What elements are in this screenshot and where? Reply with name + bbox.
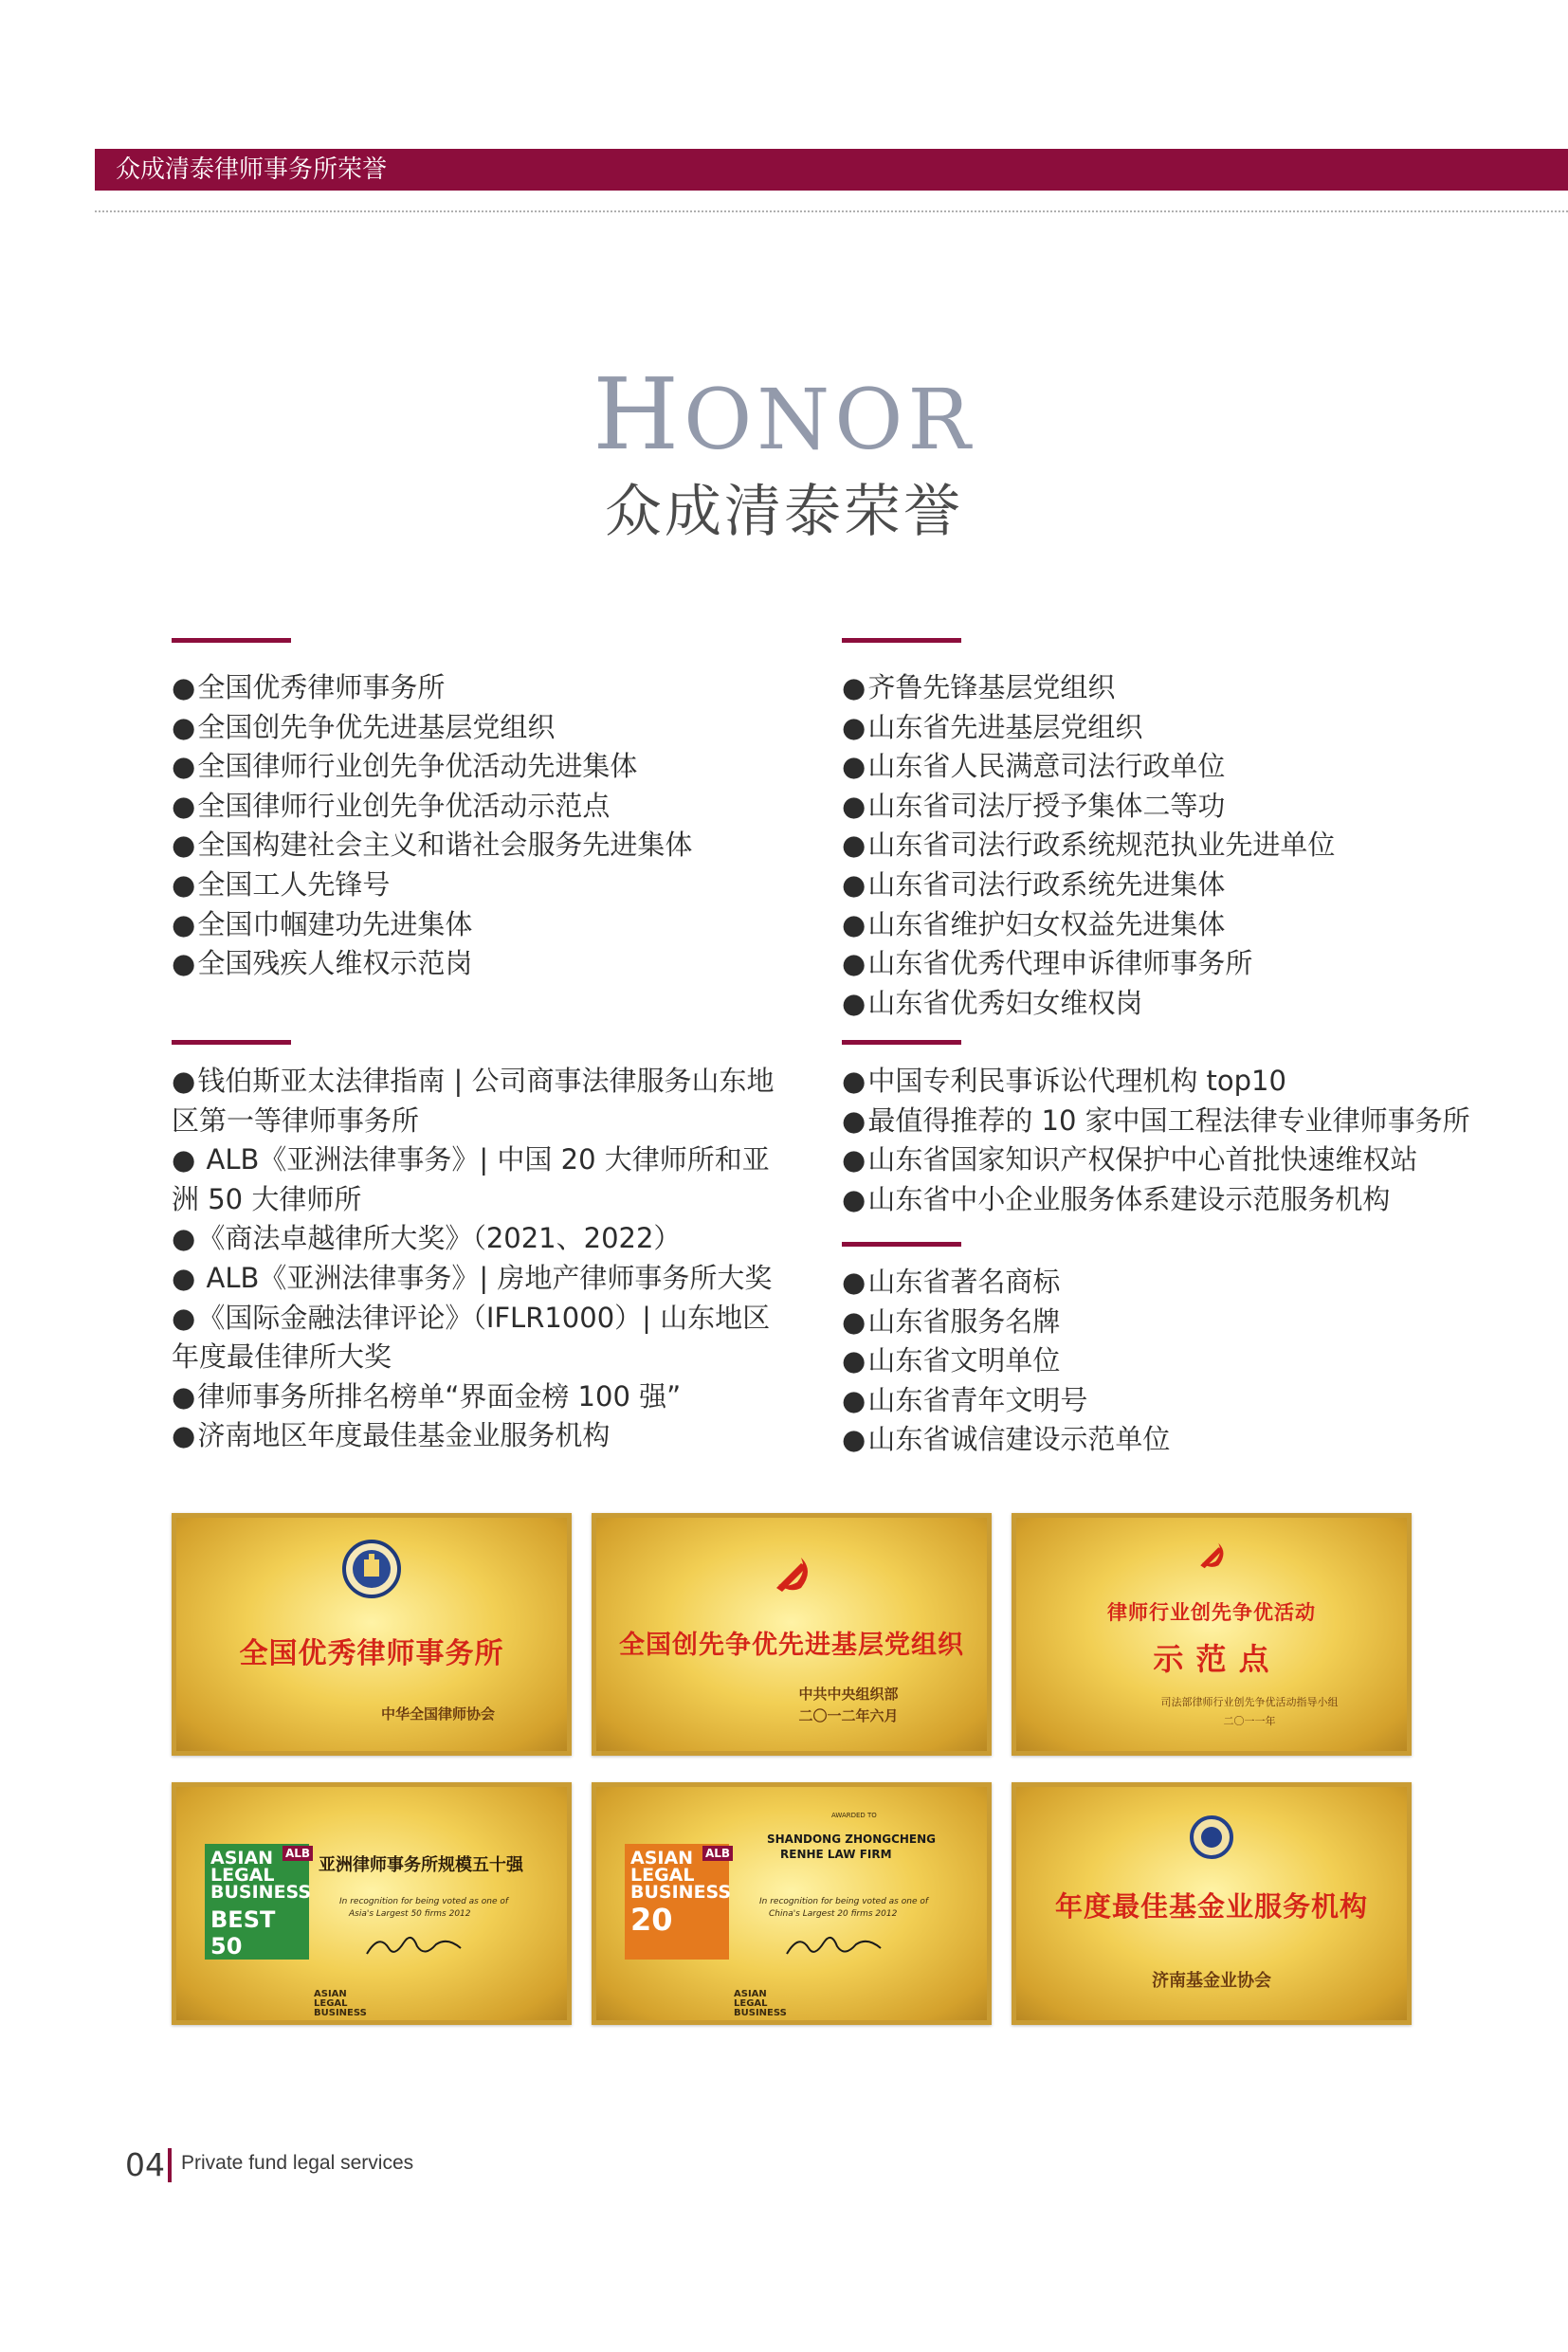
plaque-recognition: In recognition for being voted as one of [759,1897,929,1906]
alb-brand-line: LEGAL [630,1865,695,1886]
plaque-gallery [172,1513,1412,2025]
list-item: ● 全国工人先锋号 [172,866,797,905]
alb-footer-line: LEGAL [314,1998,348,2009]
header-title: 众成清泰律师事务所荣誉 [116,155,388,184]
list-item: ● 山东省诚信建设示范单位 [842,1420,1486,1460]
plaque-title-main: 示 范 点 [1153,1641,1270,1677]
signature-icon [782,1929,886,1961]
list-item: ● 山东省著名商标 [842,1263,1486,1303]
list-item: ● 全国残疾人维权示范岗 [172,944,797,984]
list-item: ● 全国巾帼建功先进集体 [172,905,797,945]
alb-rank: 20 [630,1902,673,1938]
plaque-recognition-detail: China's Largest 20 firms 2012 [769,1909,898,1919]
alb-badge: ALB [283,1846,313,1861]
list-item: ● 山东省服务名牌 [842,1303,1486,1342]
plaque-title: 亚洲律师事务所规模五十强 [319,1855,523,1875]
alb-brand-line: LEGAL [210,1865,275,1886]
plaque-title: 全国优秀律师事务所 [239,1637,504,1670]
list-item: ● 山东省青年文明号 [842,1381,1486,1421]
party-emblem-icon [763,1546,820,1603]
list-item: ● 全国构建社会主义和谐社会服务先进集体 [172,826,797,866]
plaque-title: 年度最佳基金业服务机构 [1054,1890,1368,1923]
header-bar [95,149,1568,191]
list-item: ● 山东省司法行政系统规范执业先进单位 [842,826,1486,866]
list-item: ● 《国际金融法律评论》（IFLR1000）| 山东地区年度最佳律所大奖 [172,1299,783,1377]
plaque-title-top: 律师行业创先争优活动 [1107,1601,1316,1624]
plaque-issuer: 济南基金业协会 [1152,1971,1271,1991]
plaque-party-organization [592,1513,992,1756]
alb-brand-line: ASIAN [630,1848,694,1869]
lawyers-association-emblem-icon [341,1539,402,1599]
accent-line-provincial [842,638,961,643]
list-item: ● 齐鲁先锋基层党组织 [842,668,1486,708]
list-item: ● 山东省司法厅授予集体二等功 [842,787,1486,827]
list-item: ● ALB《亚洲法律事务》| 中国 20 大律师所和亚洲 50 大律师所 [172,1140,783,1219]
plaque-firm-name: SHANDONG ZHONGCHENG [767,1832,937,1846]
list-item: ● 中国专利民事诉讼代理机构 top10 [842,1062,1524,1102]
party-emblem-icon [1191,1535,1232,1577]
signature-icon [362,1929,466,1961]
plaque-alb-best-50 [172,1782,572,2025]
plaque-alb-china-20 [592,1782,992,2025]
list-item: ● 山东省先进基层党组织 [842,708,1486,748]
alb-logo-block [205,1844,312,1960]
list-item: ● 山东省司法行政系统先进集体 [842,866,1486,905]
alb-brand-line: ASIAN [210,1848,274,1869]
alb-footer-logo [314,1990,367,2018]
alb-logo-block [625,1844,732,1960]
alb-badge: ALB [702,1846,733,1861]
list-item: ● ALB《亚洲法律事务》| 房地产律师事务所大奖 [172,1259,783,1299]
alb-footer-line: BUSINESS [734,2008,787,2018]
plaque-recognition-detail: Asia's Largest 50 firms 2012 [349,1909,471,1919]
list-item: ● 全国律师行业创先争优活动先进集体 [172,747,797,787]
plaque-best-fund-service [1012,1782,1412,2025]
list-item: ● 钱伯斯亚太法律指南 | 公司商事法律服务山东地区第一等律师事务所 [172,1062,783,1140]
honor-title-cn: 众成清泰荣誉 [605,479,963,545]
list-item: ● 山东省优秀妇女维权岗 [842,984,1486,1024]
fund-association-emblem-icon [1190,1815,1233,1859]
list-item: ● 全国律师行业创先争优活动示范点 [172,787,797,827]
accent-line-rankings [172,1040,291,1045]
ranking-honors-list [172,1062,783,1456]
alb-footer-line: LEGAL [734,1998,768,2009]
page-number: 04 [125,2146,165,2183]
alb-footer-line: ASIAN [314,1989,347,1999]
list-item: ● 全国优秀律师事务所 [172,668,797,708]
plaque-date: 二〇一二年六月 [798,1707,899,1724]
brand-honors-list [842,1263,1486,1460]
list-item: ● 山东省维护妇女权益先进集体 [842,905,1486,945]
list-item: ● 全国创先争优先进基层党组织 [172,708,797,748]
plaque-recognition: In recognition for being voted as one of [339,1897,509,1906]
footer-divider [168,2148,172,2182]
alb-footer-line: BUSINESS [314,2008,367,2018]
plaque-date: 二〇一一年 [1223,1715,1276,1727]
list-item: ● 济南地区年度最佳基金业服务机构 [172,1416,783,1456]
professional-honors-list [842,1062,1524,1219]
list-item: ● 山东省文明单位 [842,1341,1486,1381]
honor-title-en-rest: ONOR [684,371,975,468]
plaque-firm-name: RENHE LAW FIRM [780,1848,892,1861]
alb-rank: BEST 50 [210,1906,276,1960]
plaque-awarded-label: AWARDED TO [831,1812,877,1819]
plaque-title: 全国创先争优先进基层党组织 [619,1631,964,1660]
footer-section-title: Private fund legal services [181,2152,414,2174]
dotted-divider [95,210,1568,212]
accent-line-national [172,638,291,643]
alb-footer-line: ASIAN [734,1989,767,1999]
plaque-demonstration-site [1012,1513,1412,1756]
accent-line-professional [842,1040,961,1045]
list-item: ● 山东省中小企业服务体系建设示范服务机构 [842,1180,1524,1220]
list-item: ● 《商法卓越律所大奖》（2021、2022） [172,1219,783,1259]
list-item: ● 最值得推荐的 10 家中国工程法律专业律师事务所 [842,1102,1524,1141]
provincial-honors-list [842,668,1486,1023]
honor-title-en [0,356,1568,472]
plaque-issuer: 中华全国律师协会 [380,1705,495,1723]
honor-title-en-cap: H [593,356,684,472]
plaque-issuer: 司法部律师行业创先争优活动指导小组 [1160,1696,1339,1708]
national-honors-list [172,668,797,984]
plaque-issuer: 中共中央组织部 [798,1686,899,1703]
accent-line-brand [842,1242,961,1247]
list-item: ● 律师事务所排名榜单“界面金榜 100 强” [172,1377,783,1417]
list-item: ● 山东省国家知识产权保护中心首批快速维权站 [842,1140,1524,1180]
list-item: ● 山东省人民满意司法行政单位 [842,747,1486,787]
list-item: ● 山东省优秀代理申诉律师事务所 [842,944,1486,984]
plaque-national-excellent-firm [172,1513,572,1756]
alb-brand-line: BUSINESS [210,1882,312,1903]
alb-footer-logo [734,1990,787,2018]
alb-brand-line: BUSINESS [630,1882,732,1903]
